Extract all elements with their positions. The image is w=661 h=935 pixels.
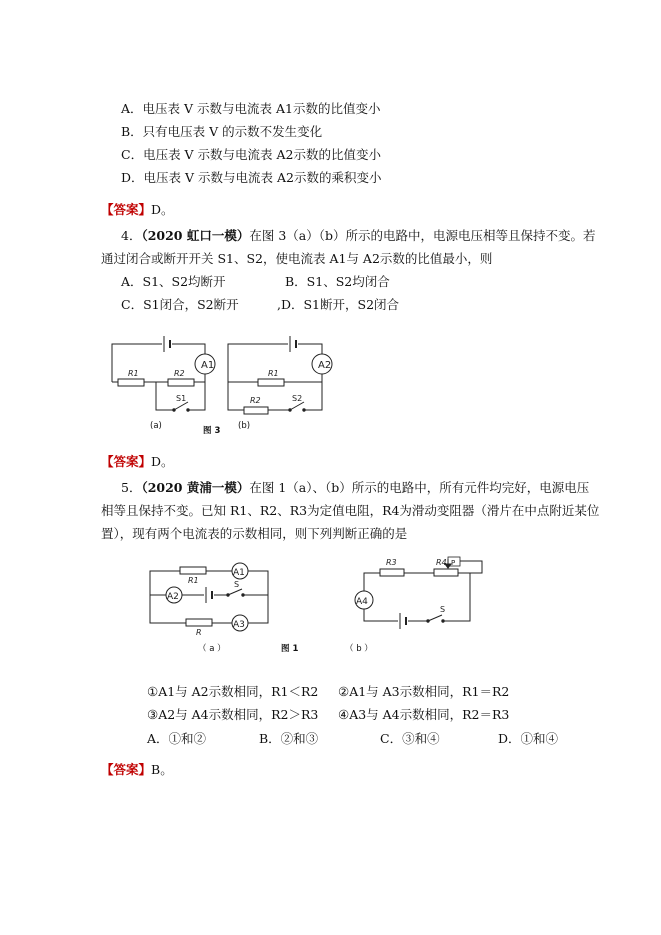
q5-statement-4: ④A3与 A4示数相同，R2＝R3 (338, 707, 510, 722)
q5-stem-line1 (121, 480, 589, 496)
svg-text:A2: A2 (318, 360, 332, 371)
q5-option-a: A．①和② (147, 731, 207, 746)
answer-value: D。 (151, 202, 174, 217)
q4-stem-text: 在图 3（a）（b）所示的电路中，电源电压相等且保持不变。若 (249, 228, 596, 243)
circuit-3b (228, 336, 332, 414)
svg-text:S2: S2 (292, 394, 303, 403)
svg-text:S: S (440, 605, 446, 614)
svg-text:S: S (234, 580, 240, 589)
answer-tag: 【答案】 (101, 202, 152, 217)
resistor-r2 (168, 379, 194, 386)
circuit-1a (150, 563, 268, 637)
fig3a-caption: (a) (150, 421, 162, 431)
svg-text:R1: R1 (188, 576, 199, 585)
svg-text:R: R (196, 628, 202, 637)
svg-text:S1: S1 (176, 394, 187, 403)
q4-source: （2020 虹口一模） (141, 228, 250, 243)
answer-tag: 【答案】 (101, 454, 152, 469)
q4-option-d: ,D．S1断开，S2闭合 (277, 297, 400, 312)
answer-tag: 【答案】 (101, 762, 152, 777)
q3-answer (101, 202, 174, 218)
fig3-label: 图 3 (203, 426, 221, 436)
answer-value: B。 (151, 762, 173, 777)
fig1-label: 图 1 (281, 644, 299, 654)
fig3b-caption: (b) (238, 421, 251, 431)
q5-stem-text: 在图 1（a）、（b）所示的电路中，所有元件均完好，电源电压 (249, 480, 590, 495)
svg-text:R1: R1 (268, 369, 279, 378)
resistor-r1-fig1 (180, 567, 206, 574)
q4-number: 4． (121, 228, 142, 243)
q5-statement-1: ①A1与 A2示数相同，R1＜R2 (147, 684, 319, 699)
resistor-r1 (118, 379, 144, 386)
fig1a-caption: （ a ） (198, 644, 226, 654)
svg-text:A1: A1 (233, 568, 245, 578)
q5-source: （2020 黄浦一模） (141, 480, 250, 495)
resistor-r2-b (244, 407, 268, 414)
q5-option-d: D．①和④ (498, 731, 559, 746)
q3-option-b: B．只有电压表 V 的示数不发生变化 (121, 124, 323, 139)
q5-number: 5． (121, 480, 142, 495)
rheostat-r4 (434, 569, 458, 576)
answer-value: D。 (151, 454, 174, 469)
svg-text:R2: R2 (174, 369, 185, 378)
q5-option-b: B．②和③ (259, 731, 319, 746)
fig1b-caption: （ b ） (345, 644, 373, 654)
q4-answer (101, 454, 174, 470)
q3-option-a: A．电压表 V 示数与电流表 A1示数的比值变小 (121, 101, 381, 116)
svg-text:A2: A2 (167, 592, 179, 602)
resistor-r3-fig1b (380, 569, 404, 576)
label-a1: A1 (201, 360, 215, 371)
q3-option-c: C．电压表 V 示数与电流表 A2示数的比值变小 (121, 147, 381, 162)
svg-text:A3: A3 (233, 620, 245, 630)
q4-option-c: C．S1闭合，S2断开 (121, 297, 239, 312)
circuit-3a (112, 336, 215, 411)
resistor-r1-b (258, 379, 284, 386)
svg-text:R1: R1 (128, 369, 139, 378)
q5-statement-3: ③A2与 A4示数相同，R2＞R3 (147, 707, 319, 722)
q5-option-c: C．③和④ (380, 731, 440, 746)
svg-text:R3: R3 (386, 558, 397, 567)
svg-text:P: P (451, 559, 456, 567)
svg-text:R2: R2 (250, 396, 261, 405)
q4-option-b: B．S1、S2均闭合 (285, 274, 390, 289)
q5-statement-2: ②A1与 A3示数相同，R1＝R2 (338, 684, 510, 699)
q4-stem-line2: 通过闭合或断开开关 S1、S2，使电流表 A1与 A2示数的比值最小，则 (101, 251, 493, 266)
resistor-r-fig1 (186, 619, 212, 626)
q4-stem-line1 (121, 228, 596, 244)
q4-option-a: A．S1、S2均断开 (121, 274, 226, 289)
figure-1-circuits (140, 555, 490, 645)
q5-answer (101, 762, 173, 778)
q3-option-d: D．电压表 V 示数与电流表 A2示数的乘积变小 (121, 170, 382, 185)
svg-text:A4: A4 (356, 597, 368, 607)
q5-stem-line2: 相等且保持不变。已知 R1、R2、R3为定值电阻，R4为滑动变阻器（滑片在中点附近某位 (101, 503, 600, 518)
circuit-1b (355, 557, 482, 629)
q5-stem-line3: 置），现有两个电流表的示数相同，则下列判断正确的是 (101, 526, 408, 541)
svg-text:R4: R4 (436, 558, 447, 567)
